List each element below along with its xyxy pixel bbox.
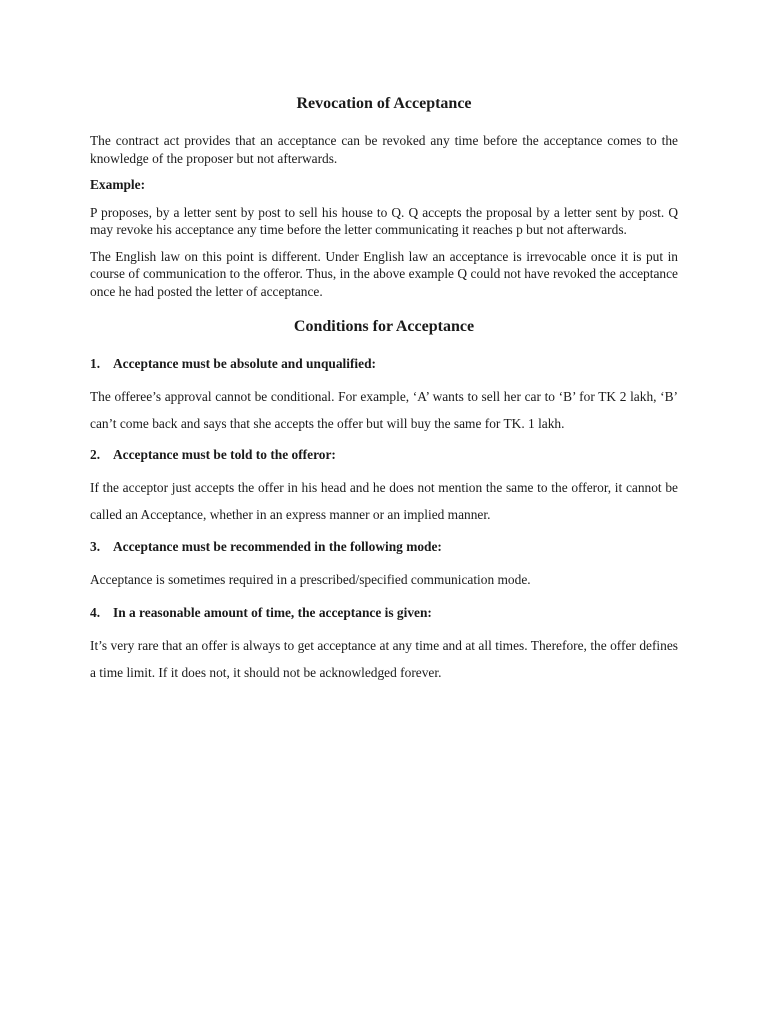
condition-heading-text: Acceptance must be absolute and unqualified: — [113, 356, 377, 371]
condition-text-4: It’s very rare that an offer is always to get acceptance at any time and at all times. Therefore, the offer defines a time limit. If it does not, it should not be acknowledged forever. — [90, 638, 678, 680]
condition-heading-4 — [90, 604, 678, 622]
condition-heading-1 — [90, 355, 678, 373]
paragraph-english-law: The English law on this point is different. Under English law an acceptance is irrevocable once it is put in course of communication to the offeror. Thus, in the above example Q could not have revoked the acceptance once he had posted the letter of acceptance. — [90, 248, 678, 299]
condition-text-2: If the acceptor just accepts the offer in his head and he does not mention the same to the offeror, it cannot be called an Acceptance, whether in an express manner or an implied manner. — [90, 480, 678, 522]
condition-number: 2. — [90, 447, 101, 462]
condition-heading-3 — [90, 538, 678, 556]
condition-text-3: Acceptance is sometimes required in a prescribed/specified communication mode. — [90, 572, 531, 587]
example-label: Example: — [90, 177, 146, 192]
condition-number: 3. — [90, 539, 101, 554]
paragraph-example: P proposes, by a letter sent by post to sell his house to Q. Q accepts the proposal by a letter sent by post. Q may revoke his acceptance any time before the letter communicating it reaches p but not afterwards. — [90, 204, 678, 237]
condition-heading-text: Acceptance must be recommended in the following mode: — [113, 539, 442, 554]
section-title-conditions: Conditions for Acceptance — [293, 318, 475, 335]
paragraph-intro: The contract act provides that an acceptance can be revoked any time before the acceptance comes to the knowledge of the proposer but not afterwards. — [90, 133, 678, 166]
condition-text-1: The offeree’s approval cannot be conditional. For example, ‘A’ wants to sell her car to ‘B’ for TK 2 lakh, ‘B’ can’t come back and says that she accepts the offer but will buy the same for TK. 1 lakh. — [90, 389, 678, 431]
section-title-revocation: Revocation of Acceptance — [296, 95, 472, 112]
condition-number: 4. — [90, 605, 101, 620]
condition-number: 1. — [90, 356, 101, 371]
condition-heading-text: In a reasonable amount of time, the acceptance is given: — [113, 605, 432, 620]
condition-heading-text: Acceptance must be told to the offeror: — [113, 447, 336, 462]
condition-heading-2 — [90, 446, 678, 464]
